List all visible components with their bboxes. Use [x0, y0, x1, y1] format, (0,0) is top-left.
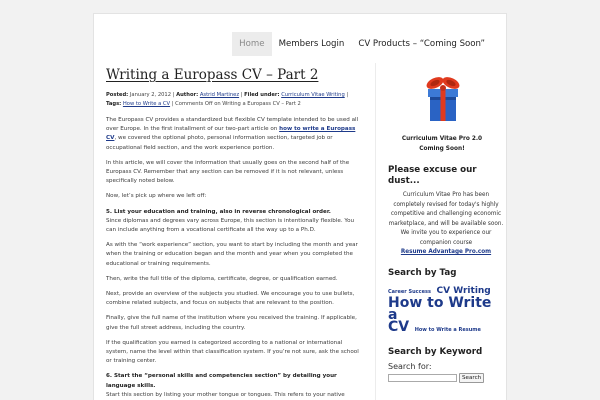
- excuse-section: [376, 165, 504, 258]
- search-form: [388, 373, 504, 383]
- promo-text: Curriculum Vitae Pro 2.0 Coming Soon!: [401, 136, 483, 152]
- paragraph: 5. List your education and training, also in reverse chronological order. Since diplomas and degrees vary across Europe, this section is intentionally flexible. You can include anything from a vocational certificate all the way up to a Ph.D.: [106, 208, 355, 234]
- excuse-text: Curriculum Vitae Pro has been completely revised for today's highly competitive and challenging economic marketplace, and will be available soon. We invite you to experience our companion course Resume Advantage Pro.com: [388, 192, 504, 255]
- paragraph: As with the “work experience” section, you want to start by including the month and year when the training or education began and the month and year when you completed the educational or training requirements.: [106, 242, 358, 267]
- search-button[interactable]: Search: [459, 373, 484, 383]
- page-container: [93, 13, 507, 400]
- main-content: [106, 67, 362, 400]
- tags-heading: Search by Tag: [388, 267, 457, 278]
- tag-how-to-write-a-cv[interactable]: How to Write a CV: [388, 294, 492, 335]
- search-input[interactable]: [388, 374, 457, 382]
- paragraph: Finally, give the full name of the institution where you received the training. If applicable, give the full street address, including the country.: [106, 315, 357, 331]
- meta-posted-label: Posted:: [106, 92, 129, 98]
- paragraph: Now, let’s pick up where we left off:: [106, 193, 207, 200]
- tag-how-to-write-a-resume[interactable]: How to Write a Resume: [414, 326, 481, 333]
- nav-cv-products[interactable]: CV Products – “Coming Soon”: [358, 39, 485, 49]
- tag-cv-writing[interactable]: CV Writing: [436, 285, 491, 296]
- meta-tags-label: Tags:: [106, 101, 122, 107]
- tags-section: [376, 268, 504, 335]
- meta-author-label: Author:: [176, 92, 199, 98]
- nav-members-login[interactable]: Members Login: [278, 39, 345, 49]
- search-label: Search for:: [388, 361, 432, 371]
- post-meta: Posted: January 2, 2012 | Author: Astrid Martinez | Filed under: Curriculum Vitae Writing | Tags: How to Write a CV | Comments Off on Writing a Europass CV – Part 2: [106, 92, 349, 107]
- keyword-section: [376, 347, 504, 383]
- paragraph: The Europass CV provides a standardized but flexible CV template intended to be used all over Europe. In the first installment of our two-part article on how to write a Europass CV, we covered the optional photo, personal information section, targeted job or occupational field section, and the work experience portion.: [106, 117, 359, 151]
- keyword-heading: Search by Keyword: [388, 346, 483, 357]
- paragraph: If the qualification you earned is categorized according to a national or international system, name the level within that classification system. If you’re not sure, ask the school or training center.: [106, 339, 359, 365]
- excuse-heading: Please excuse our dust...: [388, 165, 477, 186]
- meta-category[interactable]: Curriculum Vitae Writing: [281, 92, 345, 98]
- sidebar: [375, 63, 507, 400]
- meta-comments: Comments Off on Writing a Europass CV – Part 2: [175, 101, 301, 107]
- tag-cloud: [388, 283, 504, 335]
- meta-date: January 2, 2012: [129, 92, 172, 98]
- nav-home[interactable]: Home: [232, 32, 271, 56]
- resume-advantage-link[interactable]: Resume Advantage Pro.com: [400, 249, 492, 255]
- meta-tag-link[interactable]: How to Write a CV: [122, 101, 171, 107]
- europass-link[interactable]: how to write a Europass CV: [106, 126, 356, 142]
- paragraph: 6. Start the “personal skills and competencies section” by detailing your language skills. Start this section by listing your mother tongue or tongues. This refers to your native: [106, 373, 345, 398]
- paragraph: In this article, we will cover the information that usually goes on the second half of the Europass CV. Remember that any section can be removed if it is not relevant, unless specifically noted below.: [106, 159, 350, 185]
- section-heading: 5. List your education and training, also in reverse chronological order.: [106, 208, 331, 215]
- section-heading: 6. Start the “personal skills and competencies section” by detailing your language skills.: [106, 373, 337, 389]
- top-navigation: [232, 32, 492, 56]
- tag-career-success[interactable]: Career Success: [388, 288, 431, 295]
- post-body: [106, 116, 362, 400]
- paragraph: Then, write the full title of the diploma, certificate, degree, or qualification earned.: [106, 275, 338, 282]
- gift-box-icon[interactable]: [423, 77, 463, 123]
- meta-filed-label: Filed under:: [244, 92, 280, 98]
- paragraph: Next, provide an overview of the subjects you studied. We encourage you to use bullets, combine related subjects, and focus on subjects that are relevant to the position.: [106, 291, 355, 307]
- post-title[interactable]: Writing a Europass CV – Part 2: [106, 67, 319, 83]
- meta-author[interactable]: Astrid Martinez: [199, 92, 240, 98]
